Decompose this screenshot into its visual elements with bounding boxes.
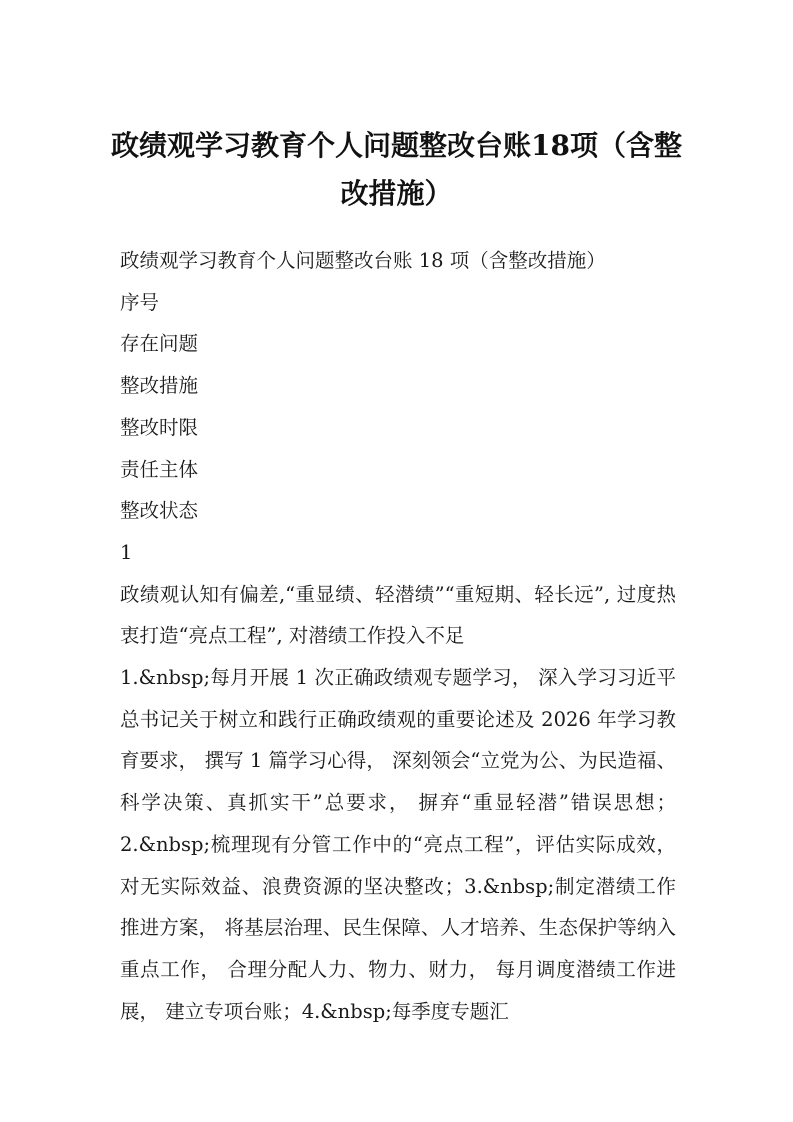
paragraph-header-responsible: 责任主体: [120, 457, 199, 481]
paragraph-header-number: 序号: [120, 290, 160, 314]
paragraph-header-deadline: 整改时限: [120, 415, 199, 439]
paragraph-item-problem: 政绩观认知有偏差,“重显绩、轻潜绩”“重短期、轻长远”, 过度热衷打造“亮点工程”, 对潜绩工作投入不足: [120, 582, 676, 648]
paragraph-item-measures: 1.&nbsp;每月开展 1 次正确政绩观专题学习， 深入学习习近平总书记关于树立和践行正确政绩观的重要论述及 2026 年学习教育要求， 撰写 1 篇学习心得， 深刻领会“立党为公、为民造福、科学决策、真抓实干”总要求， 摒弃“重显轻潜”错误思想；2.&nbsp;梳理现有分管工作中的“亮点工程”，评估实际成效，对无实际效益、浪费资源的坚决整改；3.&nbsp;制定潜绩工作推进方案， 将基层治理、民生保障、人才培养、生态保护等纳入重点工作， 合理分配人力、物力、财力， 每月调度潜绩工作进展， 建立专项台账；4.&nbsp;每季度专题汇: [120, 666, 676, 1023]
paragraph-header-measures: 整改措施: [120, 374, 199, 398]
paragraph-header-problem: 存在问题: [120, 332, 199, 356]
paragraph-subtitle: 政绩观学习教育个人问题整改台账 18 项（含整改措施）: [120, 249, 606, 272]
paragraph-header-status: 整改状态: [120, 499, 199, 523]
paragraph-item-number: 1: [120, 540, 133, 564]
document-title: 政绩观学习教育个人问题整改台账18项（含整改措施）: [111, 129, 682, 210]
document-body: [120, 240, 676, 1032]
